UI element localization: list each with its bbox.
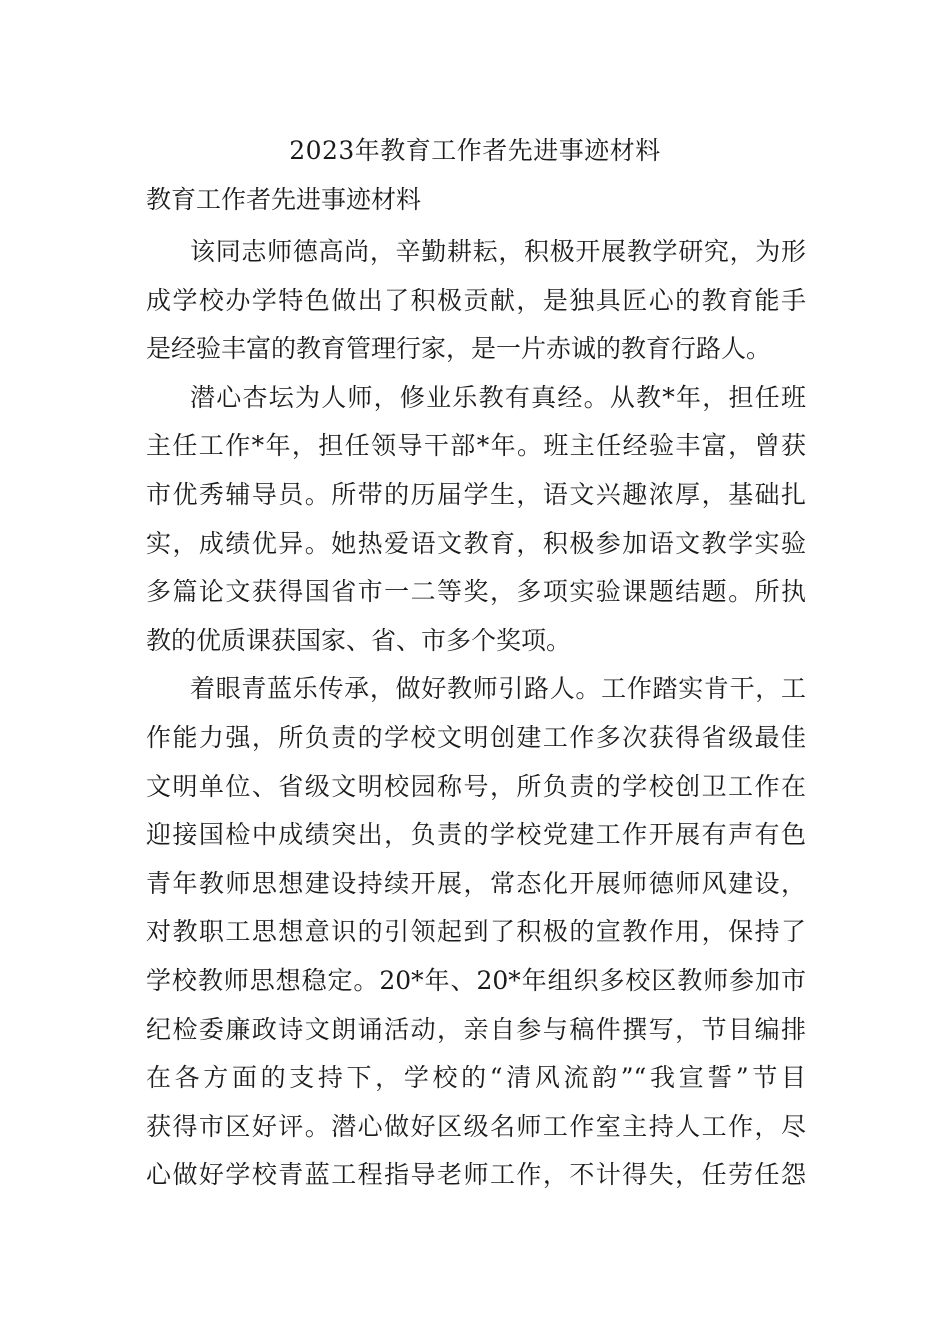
paragraph-line: 文明单位、省级文明校园称号，所负责的学校创卫工作在	[146, 771, 806, 801]
paragraph-line: 作能力强，所负责的学校文明创建工作多次获得省级最佳	[146, 722, 806, 752]
paragraph-line: 实，成绩优异。她热爱语文教育，积极参加语文教学实验	[146, 528, 806, 558]
paragraph-line: 着眼青蓝乐传承，做好教师引路人。工作踏实肯干，工	[190, 674, 806, 704]
paragraph-line: 对教职工思想意识的引领起到了积极的宣教作用，保持了	[146, 917, 806, 947]
paragraph-line: 成学校办学特色做出了积极贡献，是独具匠心的教育能手	[146, 285, 806, 315]
paragraph-line: 多篇论文获得国省市一二等奖，多项实验课题结题。所执	[146, 577, 806, 607]
paragraph-line: 获得市区好评。潜心做好区级名师工作室主持人工作，尽	[146, 1111, 806, 1141]
paragraph-line: 主任工作*年，担任领导干部*年。班主任经验丰富，曾获	[146, 431, 806, 461]
paragraph-line: 在各方面的支持下，学校的“清风流韵”“我宣誓”节目	[146, 1063, 806, 1093]
paragraph-1	[146, 228, 806, 374]
document-subtitle: 教育工作者先进事迹材料	[146, 185, 422, 214]
document-title: 2023年教育工作者先进事迹材料	[289, 136, 661, 165]
paragraph-line: 迎接国检中成绩突出，负责的学校党建工作开展有声有色	[146, 820, 806, 850]
paragraph-line: 市优秀辅导员。所带的历届学生，语文兴趣浓厚，基础扎	[146, 479, 806, 509]
paragraph-2	[146, 374, 806, 666]
document-body	[146, 228, 806, 1200]
paragraph-line: 教的优质课获国家、省、市多个奖项。	[146, 625, 572, 655]
paragraph-line: 心做好学校青蓝工程指导老师工作，不计得失，任劳任怨	[146, 1160, 806, 1190]
paragraph-line: 该同志师德高尚，辛勤耕耘，积极开展教学研究，为形	[190, 237, 806, 266]
paragraph-line: 学校教师思想稳定。20*年、20*年组织多校区教师参加市	[146, 965, 806, 995]
paragraph-line: 纪检委廉政诗文朗诵活动，亲自参与稿件撰写，节目编排	[146, 1014, 806, 1044]
paragraph-3	[146, 665, 806, 1200]
paragraph-line: 是经验丰富的教育管理行家，是一片赤诚的教育行路人。	[146, 334, 772, 364]
paragraph-line: 潜心杏坛为人师，修业乐教有真经。从教*年，担任班	[190, 382, 806, 412]
paragraph-line: 青年教师思想建设持续开展，常态化开展师德师风建设，	[146, 868, 806, 898]
